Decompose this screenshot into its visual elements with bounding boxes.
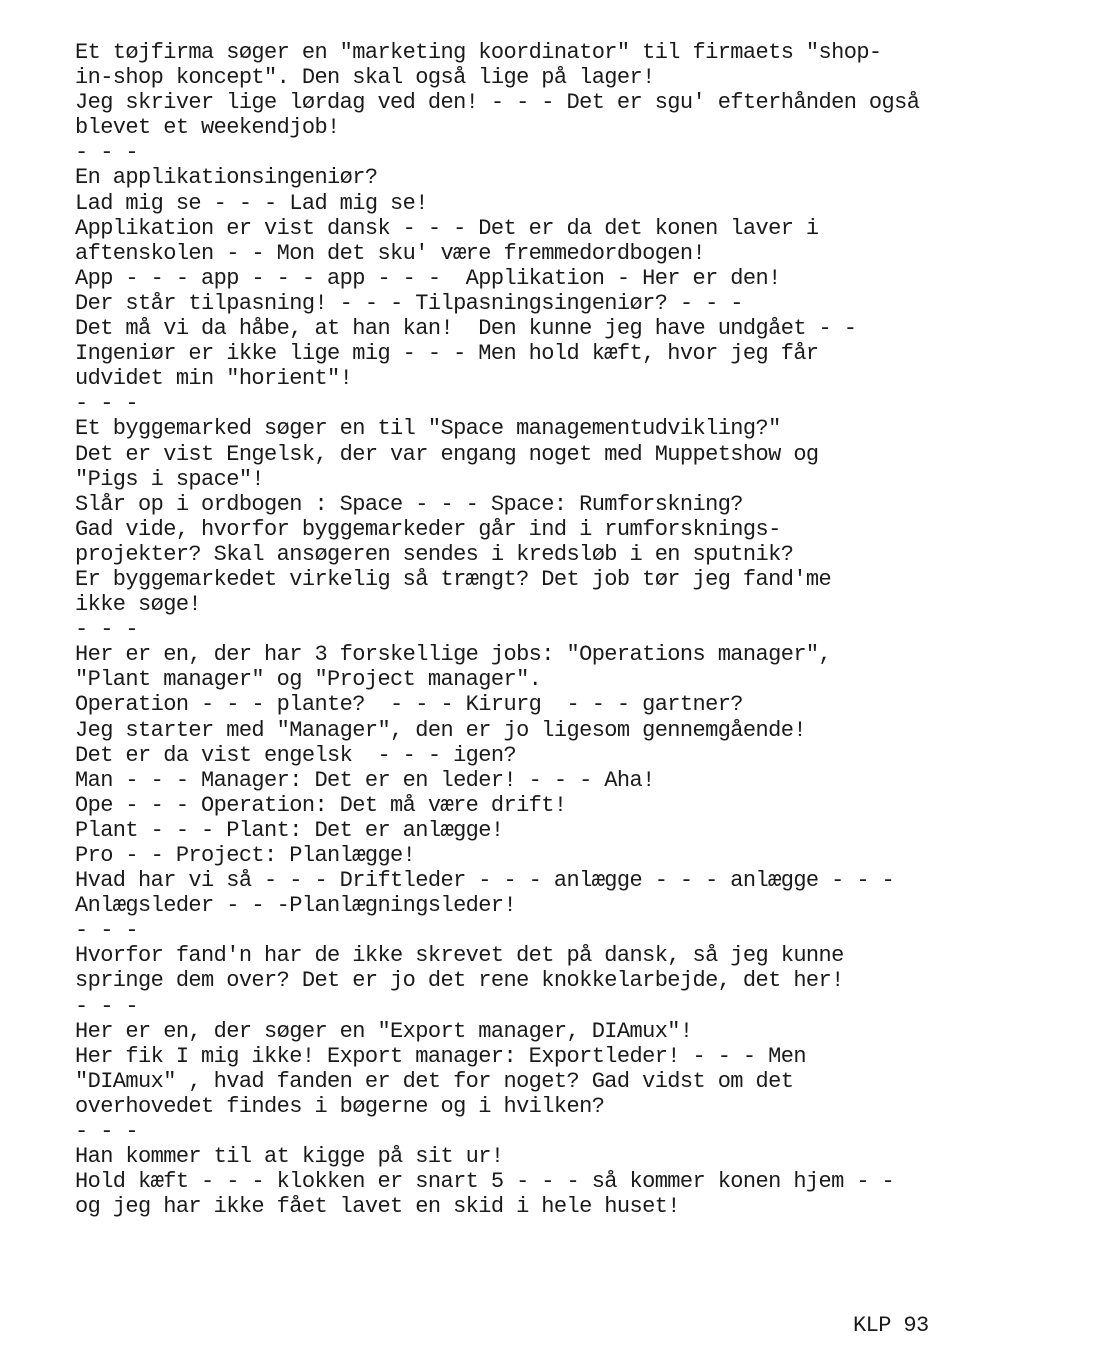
text-line: Gad vide, hvorfor byggemarkeder går ind i rumforsknings-: [75, 516, 781, 542]
text-line: Her fik I mig ikke! Export manager: Exportleder! - - - Men: [75, 1043, 806, 1069]
text-line: projekter? Skal ansøgeren sendes i kredsløb i en sputnik?: [75, 541, 794, 567]
text-line: Der står tilpasning! - - - Tilpasningsingeniør? - - -: [75, 290, 743, 316]
text-line: Det er da vist engelsk - - - igen?: [75, 742, 517, 768]
text-line: Det er vist Engelsk, der var engang noget med Muppetshow og: [75, 441, 819, 467]
text-line: Det må vi da håbe, at han kan! Den kunne jeg have undgået - -: [75, 316, 857, 342]
text-line: in-shop koncept". Den skal også lige på lager!: [75, 65, 655, 91]
text-line: Slår op i ordbogen : Space - - - Space: Rumforskning?: [75, 491, 743, 517]
text-line: Operation - - - plante? - - - Kirurg - - - gartner?: [75, 692, 743, 718]
section-divider: - - -: [75, 918, 139, 944]
text-line: ikke søge!: [75, 592, 202, 618]
section-divider: - - -: [75, 140, 139, 166]
text-line: Man - - - Manager: Det er en leder! - - - Aha!: [75, 767, 655, 793]
page-footer: KLP 93: [853, 1313, 929, 1338]
text-line: og jeg har ikke fået lavet en skid i hele huset!: [75, 1194, 680, 1220]
text-line: blevet et weekendjob!: [75, 115, 340, 141]
text-line: Lad mig se - - - Lad mig se!: [75, 190, 428, 216]
text-line: Et tøjfirma søger en "marketing koordinator" til firmaets "shop-: [75, 40, 882, 65]
section-divider: - - -: [75, 993, 139, 1019]
text-line: Her er en, der har 3 forskellige jobs: "Operations manager",: [75, 642, 832, 668]
section-divider: - - -: [75, 617, 139, 643]
text-line: Ope - - - Operation: Det må være drift!: [75, 792, 567, 818]
text-line: overhovedet findes i bøgerne og i hvilken?: [75, 1093, 605, 1119]
text-line: Hvorfor fand'n har de ikke skrevet det på dansk, så jeg kunne: [75, 943, 844, 969]
text-line: Er byggemarkedet virkelig så trængt? Det job tør jeg fand'me: [75, 566, 832, 592]
text-line: Applikation er vist dansk - - - Det er da det konen laver i: [75, 215, 819, 241]
text-line: Jeg skriver lige lørdag ved den! - - - Det er sgu' efterhånden også: [75, 90, 920, 116]
text-line: Hvad har vi så - - - Driftleder - - - anlægge - - - anlægge - - -: [75, 868, 895, 894]
text-line: En applikationsingeniør?: [75, 165, 378, 191]
text-line: springe dem over? Det er jo det rene knokkelarbejde, det her!: [75, 968, 844, 994]
section-divider: - - -: [75, 391, 139, 417]
text-line: Anlægsleder - - -Planlægningsleder!: [75, 893, 517, 919]
text-line: Et byggemarked søger en til "Space managementudvikling?": [75, 416, 781, 442]
text-line: "DIAmux" , hvad fanden er det for noget? Gad vidst om det: [75, 1068, 794, 1094]
text-line: "Plant manager" og "Project manager".: [75, 667, 542, 693]
document-body: [75, 40, 1105, 1219]
text-line: Pro - - Project: Planlægge!: [75, 843, 416, 868]
text-line: udvidet min "horient"!: [75, 366, 353, 392]
section-divider: - - -: [75, 1119, 139, 1145]
text-line: Jeg starter med "Manager", den er jo ligesom gennemgående!: [75, 717, 806, 743]
text-line: App - - - app - - - app - - - Applikation - Her er den!: [75, 265, 781, 291]
text-line: aftenskolen - - Mon det sku' være fremmedordbogen!: [75, 240, 706, 266]
text-line: Ingeniør er ikke lige mig - - - Men hold kæft, hvor jeg får: [75, 341, 819, 367]
text-line: Hold kæft - - - klokken er snart 5 - - - så kommer konen hjem - -: [75, 1169, 895, 1195]
text-line: Han kommer til at kigge på sit ur!: [75, 1144, 504, 1170]
text-line: "Pigs i space"!: [75, 466, 265, 492]
text-line: Plant - - - Plant: Det er anlægge!: [75, 817, 504, 843]
text-line: Her er en, der søger en "Export manager, DIAmux"!: [75, 1018, 693, 1044]
